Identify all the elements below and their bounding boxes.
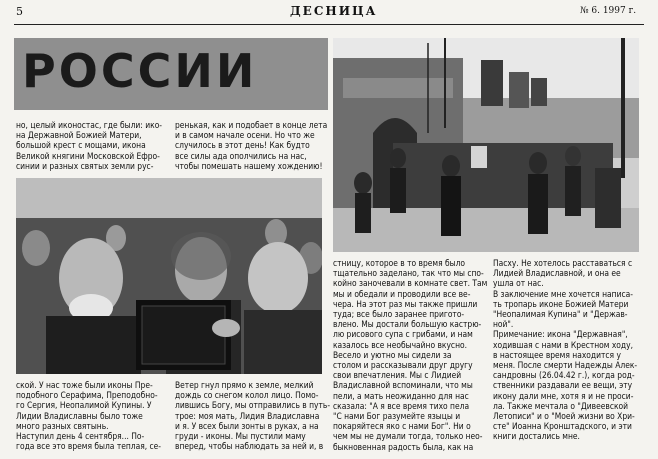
newspaper-name: ДЕСНИЦА (290, 4, 378, 18)
text-line: большой крест с мощами, икона (16, 140, 146, 151)
column-right-b (493, 258, 639, 442)
text-line: чтобы помешать нашему хождению! (175, 160, 323, 171)
text-line: стницу, которое в то время было (333, 258, 466, 268)
text-line: казалось все необычайно вкусно. (333, 339, 467, 350)
text-line: лю рисового супа с грибами, и нам (333, 329, 473, 340)
text-line: Летописи" и о "Моей жизни во Хри- (493, 411, 635, 422)
text-line: Ветер гнул прямо к земле, мелкий (175, 380, 314, 390)
text-line: "С нами Бог разумейте языцы и (333, 411, 461, 422)
text-line: трое: моя мать, Лидия Владиславна (175, 410, 320, 421)
text-line: сте" Иоанна Кронштадского, и эти (493, 421, 632, 432)
text-line: и я. У всех были зонты в руках, а на (175, 420, 319, 431)
bottom-column-middle (175, 380, 331, 452)
text-line: В заключение мне хочется написа- (493, 288, 633, 299)
text-line: мы и обедали и проводили все ве- (333, 288, 471, 299)
header-rule (14, 24, 644, 25)
text-line: дождь со снегом колол лицо. Помо- (175, 390, 319, 401)
text-line: Лидии Владиславны было тоже (16, 410, 143, 421)
text-line: ходившая с нами в Крестном ходу, (493, 339, 633, 350)
procession-photo-image (333, 38, 639, 252)
text-line: Весело и уютно мы сидели за (333, 349, 452, 360)
pilgrims-photo (16, 178, 322, 374)
text-line: Пасху. Не хотелось расставаться с (493, 258, 633, 268)
text-line: свои впечатления. Мы с Лидией (333, 370, 462, 381)
top-column-middle (175, 120, 328, 171)
text-line: ушла от нас. (493, 278, 544, 289)
text-line: лившись Богу, мы отправились в путь- (175, 400, 331, 411)
text-line: книги достались мне. (493, 431, 580, 442)
text-line: много разных святынь. (16, 420, 109, 431)
text-line: ственники раздавали ее вещи, эту (493, 380, 633, 391)
text-line: на Державной Божией Матери, (16, 130, 142, 141)
text-line: года все это время была теплая, се- (16, 441, 162, 452)
text-line: груди - иконы. Мы пустили маму (175, 431, 306, 442)
text-line: случилось в этот день! Как будто (175, 140, 310, 151)
text-line: вперед, чтобы наблюдать за ней и, в (175, 441, 324, 452)
text-line: но, целый иконостас, где были: ико- (16, 120, 163, 130)
text-line: в настоящее время находится у (493, 349, 621, 360)
text-line: Наступил день 4 сентября... По- (16, 431, 145, 442)
text-line: Великой княгини Московской Ефро- (16, 150, 160, 161)
text-line: Лидией Владиславной, и она ее (493, 268, 621, 279)
text-line: столом и рассказывали друг другу (333, 360, 473, 371)
text-line: чера. На этот раз мы также пришли (333, 298, 478, 309)
text-line: подобного Серафима, Преподобно- (16, 390, 158, 401)
text-line: чем мы не думали тогда, только нео- (333, 431, 483, 442)
text-line: и в самом начале осени. Но что же (175, 130, 315, 141)
bottom-column-left (16, 380, 163, 451)
text-line: быкновенная радость была, как на (333, 441, 474, 452)
text-line: меня. После смерти Надежды Алек- (493, 360, 638, 371)
text-line: сказала: "А я все время тихо пела (333, 400, 470, 411)
text-line: "Неопалимая Купина" и "Держав- (493, 309, 628, 320)
procession-photo (333, 38, 639, 252)
pilgrims-photo-image (16, 178, 322, 374)
text-line: койно заночевали в комнате свет. Там (333, 278, 488, 289)
text-line: влено. Мы достали большую кастрю- (333, 319, 482, 330)
text-line: тщательно заделано, так что мы спо- (333, 268, 484, 279)
text-line: пели, а мать неожиданно для нас (333, 390, 469, 401)
text-line: все силы ада ополчились на нас, (175, 150, 307, 161)
top-column-left (16, 120, 163, 171)
column-right-a (333, 258, 488, 452)
issue-number: № 6. 1997 г. (580, 6, 637, 16)
text-line: ной". (493, 319, 514, 330)
text-line: ренькая, как и подобает в конце лета (175, 120, 328, 130)
text-line: туда; все было заранее пригото- (333, 309, 465, 320)
text-line: го Сергия, Неопалимой Купины. У (16, 400, 152, 411)
page-header (0, 0, 658, 26)
text-line: ла. Также мечтала о "Дивеевской (493, 400, 629, 411)
text-line: сандровны (26.04.42 г.), когда род- (493, 370, 635, 381)
text-line: икону дали мне, хотя я и не проси- (493, 390, 634, 401)
text-line: ть тропарь иконе Божией Матери (493, 298, 629, 309)
page-number: 5 (16, 5, 23, 18)
text-line: Примечание: икона "Державная", (493, 329, 628, 340)
text-line: синии и разных святых земли рус- (16, 160, 154, 171)
text-line: покаряйтеся яко с нами Бог". Ни о (333, 421, 471, 432)
text-line: ской. У нас тоже были иконы Пре- (16, 380, 153, 390)
text-line: Владиславной вспоминали, что мы (333, 380, 473, 391)
headline-title: РОССИИ (22, 44, 258, 98)
